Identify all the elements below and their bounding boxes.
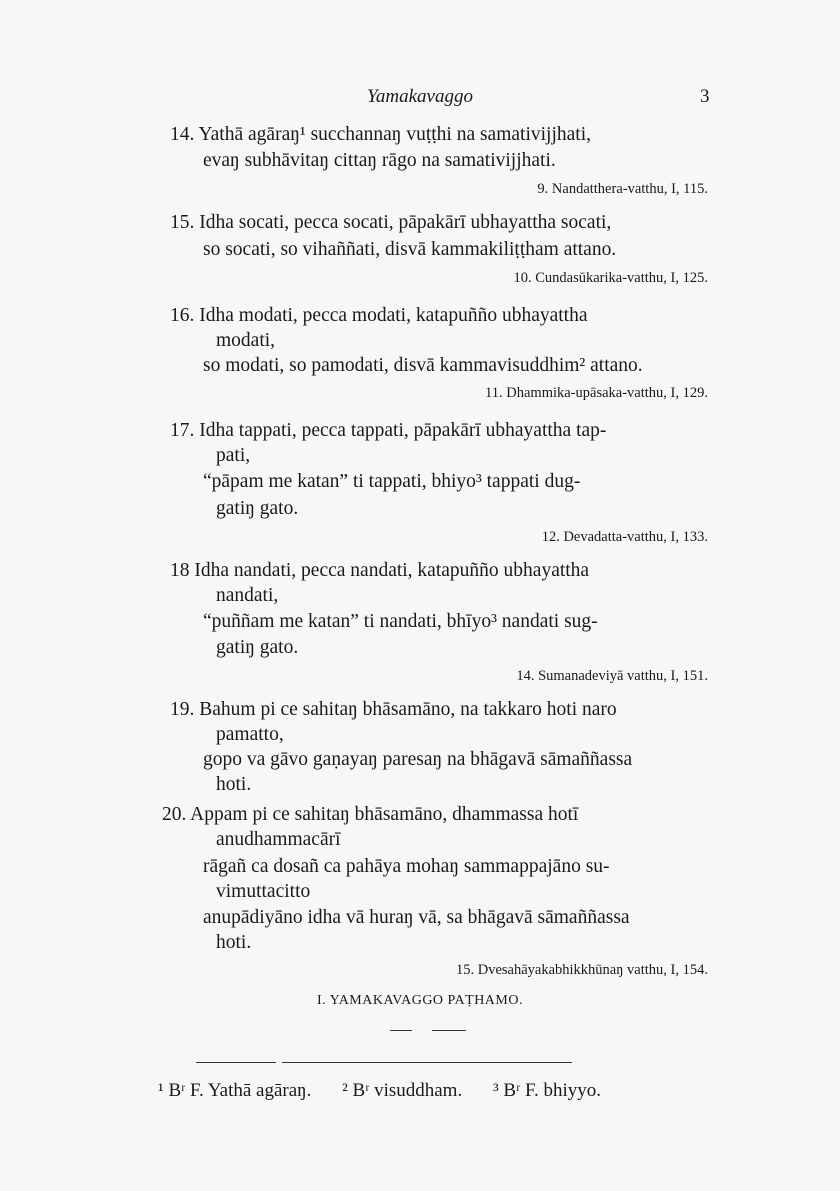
verse-line: 19. Bahum pi ce sahitaŋ bhāsamāno, na takkaro hoti naro bbox=[170, 699, 617, 720]
verse-source: 9. Nandatthera-vatthu, I, 115. bbox=[537, 181, 708, 197]
verse-source: 14. Sumanadeviyā vatthu, I, 151. bbox=[516, 668, 708, 684]
verse-line: so modati, so pamodati, disvā kammavisuddhim² attano. bbox=[203, 355, 643, 376]
verse-line: gatiŋ gato. bbox=[216, 637, 299, 658]
footnote-rule bbox=[196, 1062, 276, 1063]
verse-line: 18 Idha nandati, pecca nandati, katapuñño ubhayattha bbox=[170, 560, 590, 581]
verse-line: vimuttacitto bbox=[216, 881, 311, 902]
footnotes bbox=[158, 1080, 627, 1102]
verse-source: 15. Dvesahāyakabhikkhūnaŋ vatthu, I, 154. bbox=[455, 962, 708, 978]
footnote: ² Bʳ visuddham. bbox=[342, 1080, 463, 1101]
chapter-closing: I. YAMAKAVAGGO PAṬHAMO. bbox=[317, 993, 523, 1008]
ornament-dash bbox=[432, 1030, 466, 1031]
verse-line: 17. Idha tappati, pecca tappati, pāpakārī ubhayattha tap- bbox=[170, 420, 607, 441]
verse-line: “pāpam me katan” ti tappati, bhiyo³ tappati dug- bbox=[203, 471, 581, 492]
footnote-rule bbox=[282, 1062, 572, 1063]
verse-line: hoti. bbox=[216, 774, 252, 795]
verse-line: pamatto, bbox=[216, 724, 284, 745]
footnote: ¹ Bʳ F. Yathā agāraŋ. bbox=[158, 1080, 312, 1101]
verse-source: 12. Devadatta-vatthu, I, 133. bbox=[541, 529, 708, 545]
verse-line: gopo va gāvo gaṇayaŋ paresaŋ na bhāgavā sāmaññassa bbox=[203, 749, 633, 770]
verse-line: gatiŋ gato. bbox=[216, 498, 299, 519]
page-number: 3 bbox=[700, 86, 710, 107]
verse-line: 16. Idha modati, pecca modati, katapuñño ubhayattha bbox=[170, 305, 588, 326]
verse-line: so socati, so vihaññati, disvā kammakiliṭṭham attano. bbox=[203, 239, 617, 260]
verse-line: anupādiyāno idha vā huraŋ vā, sa bhāgavā sāmaññassa bbox=[203, 907, 630, 928]
verse-line: rāgañ ca dosañ ca pahāya mohaŋ sammappajāno su- bbox=[203, 856, 610, 877]
verse-line: hoti. bbox=[216, 932, 252, 953]
verse-line: nandati, bbox=[216, 585, 279, 606]
verse-line: evaŋ subhāvitaŋ cittaŋ rāgo na samativijjhati. bbox=[203, 150, 556, 171]
verse-line: modati, bbox=[216, 330, 276, 351]
verse-line: 15. Idha socati, pecca socati, pāpakārī ubhayattha socati, bbox=[170, 212, 612, 233]
footnote: ³ Bʳ F. bhiyyo. bbox=[492, 1080, 602, 1101]
verse-line: 14. Yathā agāraŋ¹ succhannaŋ vuṭṭhi na samativijjhati, bbox=[170, 124, 591, 145]
ornament-dash bbox=[390, 1030, 412, 1031]
verse-source: 11. Dhammika-upāsaka-vatthu, I, 129. bbox=[485, 385, 708, 401]
verse-line: 20. Appam pi ce sahitaŋ bhāsamāno, dhammassa hotī bbox=[162, 804, 579, 825]
verse-line: “puññam me katan” ti nandati, bhīyo³ nandati sug- bbox=[203, 611, 598, 632]
verse-line: anudhammacārī bbox=[216, 829, 341, 850]
running-head: Yamakavaggo bbox=[367, 86, 473, 107]
verse-line: pati, bbox=[216, 445, 251, 466]
verse-source: 10. Cundasūkarika-vatthu, I, 125. bbox=[513, 270, 708, 286]
